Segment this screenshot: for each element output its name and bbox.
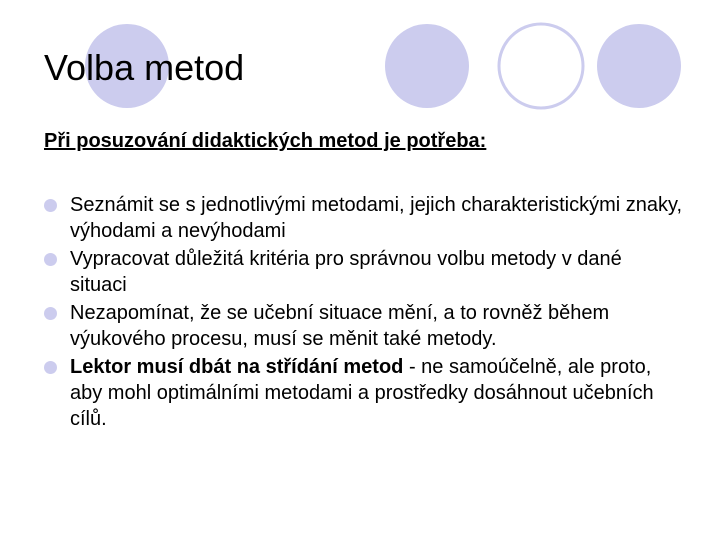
bullet-text: - ne samoúčelně, ale proto, aby mohl optimálními metodami a prostředky dosáhnout učebních cílů. bbox=[70, 356, 654, 430]
slide-subtitle: Při posuzování didaktických metod je potřeba: bbox=[44, 130, 487, 152]
decorative-circle-3 bbox=[499, 24, 583, 108]
bullet-dot-icon bbox=[44, 253, 57, 266]
bullet-list bbox=[44, 192, 684, 434]
bullet-lead: Lektor musí dbát na střídání metod bbox=[70, 356, 404, 378]
bullet-text: Nezapomínat, že se učební situace mění, a to rovněž během výukového procesu, musí se měnit také metody. bbox=[70, 302, 610, 350]
bullet-item bbox=[44, 300, 684, 352]
bullet-dot-icon bbox=[44, 307, 57, 320]
decorative-circle-2 bbox=[385, 24, 469, 108]
decorative-circle-4 bbox=[597, 24, 681, 108]
bullet-dot-icon bbox=[44, 361, 57, 374]
slide-title: Volba metod bbox=[44, 47, 245, 88]
bullet-text: Vypracovat důležitá kritéria pro správnou volbu metody v dané situaci bbox=[70, 248, 622, 296]
bullet-text: Seznámit se s jednotlivými metodami, jejich charakteristickými znaky, výhodami a nevýhodami bbox=[70, 194, 683, 242]
bullet-item bbox=[44, 192, 684, 244]
bullet-item bbox=[44, 354, 684, 432]
bullet-item bbox=[44, 246, 684, 298]
bullet-dot-icon bbox=[44, 199, 57, 212]
